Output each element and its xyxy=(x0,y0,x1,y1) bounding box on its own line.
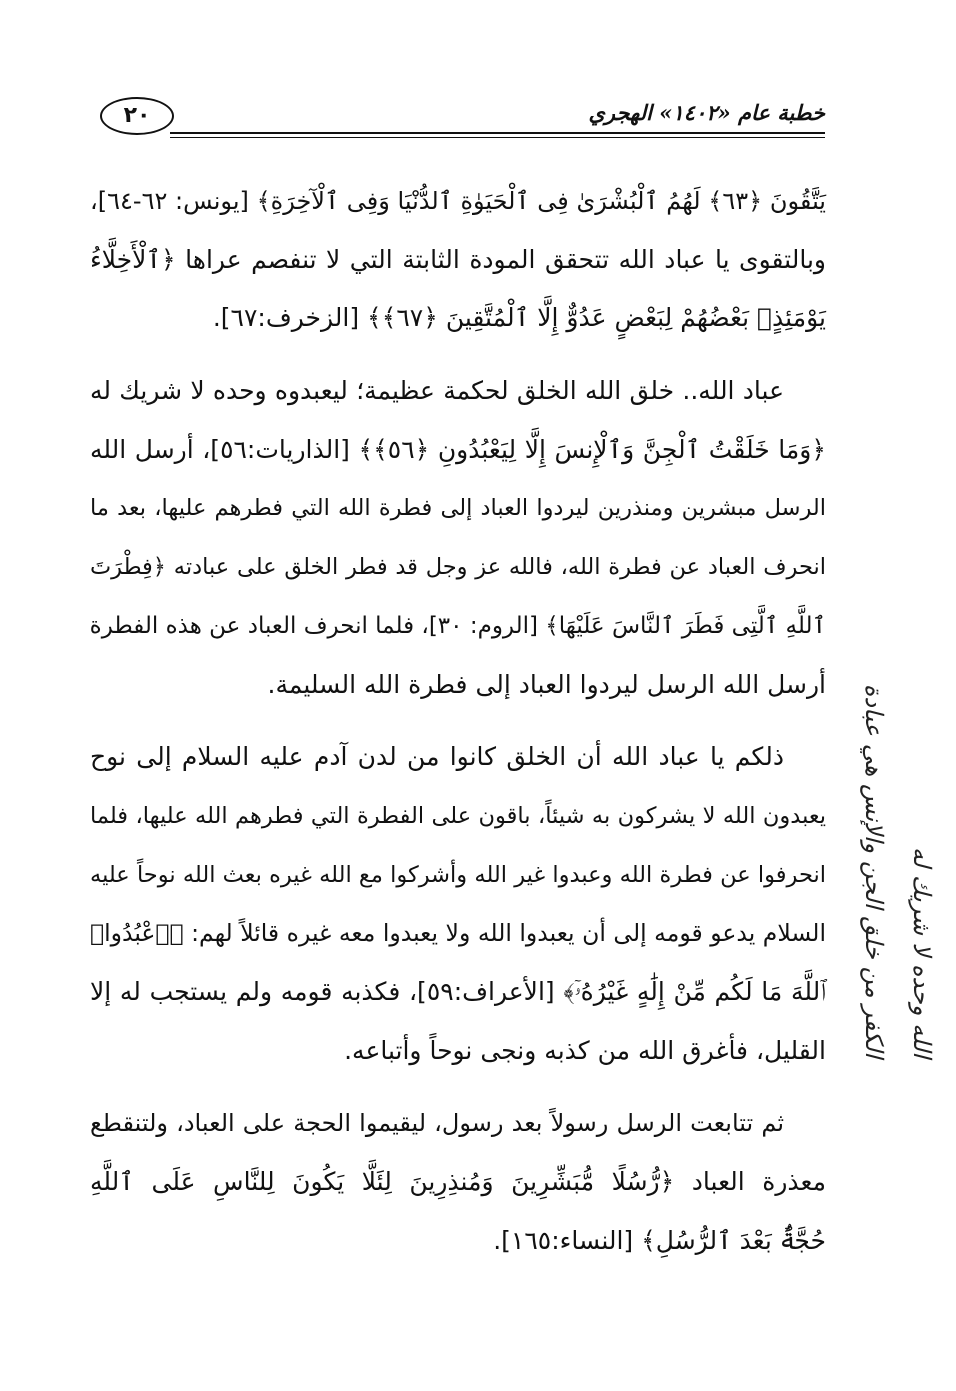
text-line: يعبدون الله لا يشركون به شيئاً، باقون على الفطرة التي فطرهم الله عليها، فلما xyxy=(90,802,826,829)
text-line: القليل، فأغرق الله من كذبه ونجى نوحاً وأتباعه. xyxy=(344,1035,826,1065)
margin-note-text xyxy=(838,378,946,1058)
paragraph-gap xyxy=(90,714,826,728)
text-line: معذرة العباد ﴿رُّسُلًا مُّبَشِّرِينَ وَمُنذِرِينَ لِئَلَّا يَكُونَ لِلنَّاسِ عَلَى ٱللَّهِ xyxy=(90,1167,826,1196)
text-line: الرسل مبشرين ومنذرين ليردوا العباد إلى فطرة الله التي فطرهم عليها، بعد ما xyxy=(90,495,826,522)
handwritten-margin-note xyxy=(838,378,946,1058)
text-line: يَوْمَئِذٍۭ بَعْضُهُمْ لِبَعْضٍ عَدُوٌّ إِلَّا ٱلْمُتَّقِينَ ﴿٦٧﴾﴾ [الزخرف:٦٧]. xyxy=(212,303,826,333)
margin-note-line: الكفر من خلق الجن والإنس هي عبادة xyxy=(860,683,888,1058)
header-rule-thin xyxy=(170,137,825,138)
text-line: ﴿وَمَا خَلَقْتُ ٱلْجِنَّ وَٱلْإِنسَ إِلَّا لِيَعْبُدُونِ ﴿٥٦﴾﴾ [الذاريات:٥٦]، أرسل الله xyxy=(90,434,826,464)
text-line: ٱللَّهِ ٱلَّتِى فَطَرَ ٱلنَّاسَ عَلَيْهَا﴾ [الروم: ٣٠]، فلما انحرف العباد عن هذه الفطرة xyxy=(89,612,826,639)
text-line: حُجَّةٌۢ بَعْدَ ٱلرُّسُلِ﴾ [النساء:١٦٥]. xyxy=(493,1225,826,1255)
paragraph-gap xyxy=(90,1080,826,1094)
text-line: يَتَّقُونَ ﴿٦٣﴾ لَهُمُ ٱلْبُشْرَىٰ فِى ٱلْحَيَوٰةِ ٱلدُّنْيَا وَفِى ٱلْآخِرَةِ﴾ [يونس: ٦٢-٦٤]، xyxy=(90,187,826,215)
text-line: أرسل الله الرسل ليردوا العباد إلى فطرة الله السليمة. xyxy=(267,669,826,699)
text-line: السلام يدعو قومه إلى أن يعبدوا الله ولا يعبدوا معه غيره قائلاً لهم: ﴿ٱعْبُدُوا۟ xyxy=(90,919,826,948)
running-title: خطبة عام «١٤٠٢» الهجري xyxy=(588,100,825,125)
margin-note-line: الله وحده لا شريك له xyxy=(908,846,936,1058)
paragraph-gap xyxy=(90,348,826,362)
text-line: ٱللَّهَ مَا لَكُم مِّنْ إِلَٰهٍ غَيْرُهُۥٓ﴾ [الأعراف:٥٩]، فكذبه قومه ولم يستجب له إلا xyxy=(90,976,827,1006)
page-number: ٢٠ xyxy=(100,97,174,135)
text-line: ثم تتابعت الرسل رسولاً بعد رسول، ليقيموا الحجة على العباد، ولتنقطع xyxy=(90,1109,784,1138)
text-line: انحرفوا عن فطرة الله وعبدوا غير الله وأشركوا مع الله غيره بعث الله نوحاً عليه xyxy=(90,861,826,888)
body-text xyxy=(90,172,826,1270)
text-line: انحرف العباد عن فطرة الله، فالله عز وجل قد فطر الخلق على عبادته ﴿فِطْرَتَ xyxy=(90,554,826,581)
text-line: ذلكم يا عباد الله أن الخلق كانوا من لدن آدم عليه السلام إلى نوح xyxy=(90,742,784,772)
page-header xyxy=(100,95,825,137)
header-rule xyxy=(170,132,825,134)
text-line: عباد الله.. خلق الله الخلق لحكمة عظيمة؛ ليعبدوه وحده لا شريك له xyxy=(90,376,784,406)
text-line: وبالتقوى يا عباد الله تتحقق المودة الثابتة التي لا تنفصم عراها ﴿ٱلْأَخِلَّاءُ xyxy=(90,244,826,274)
